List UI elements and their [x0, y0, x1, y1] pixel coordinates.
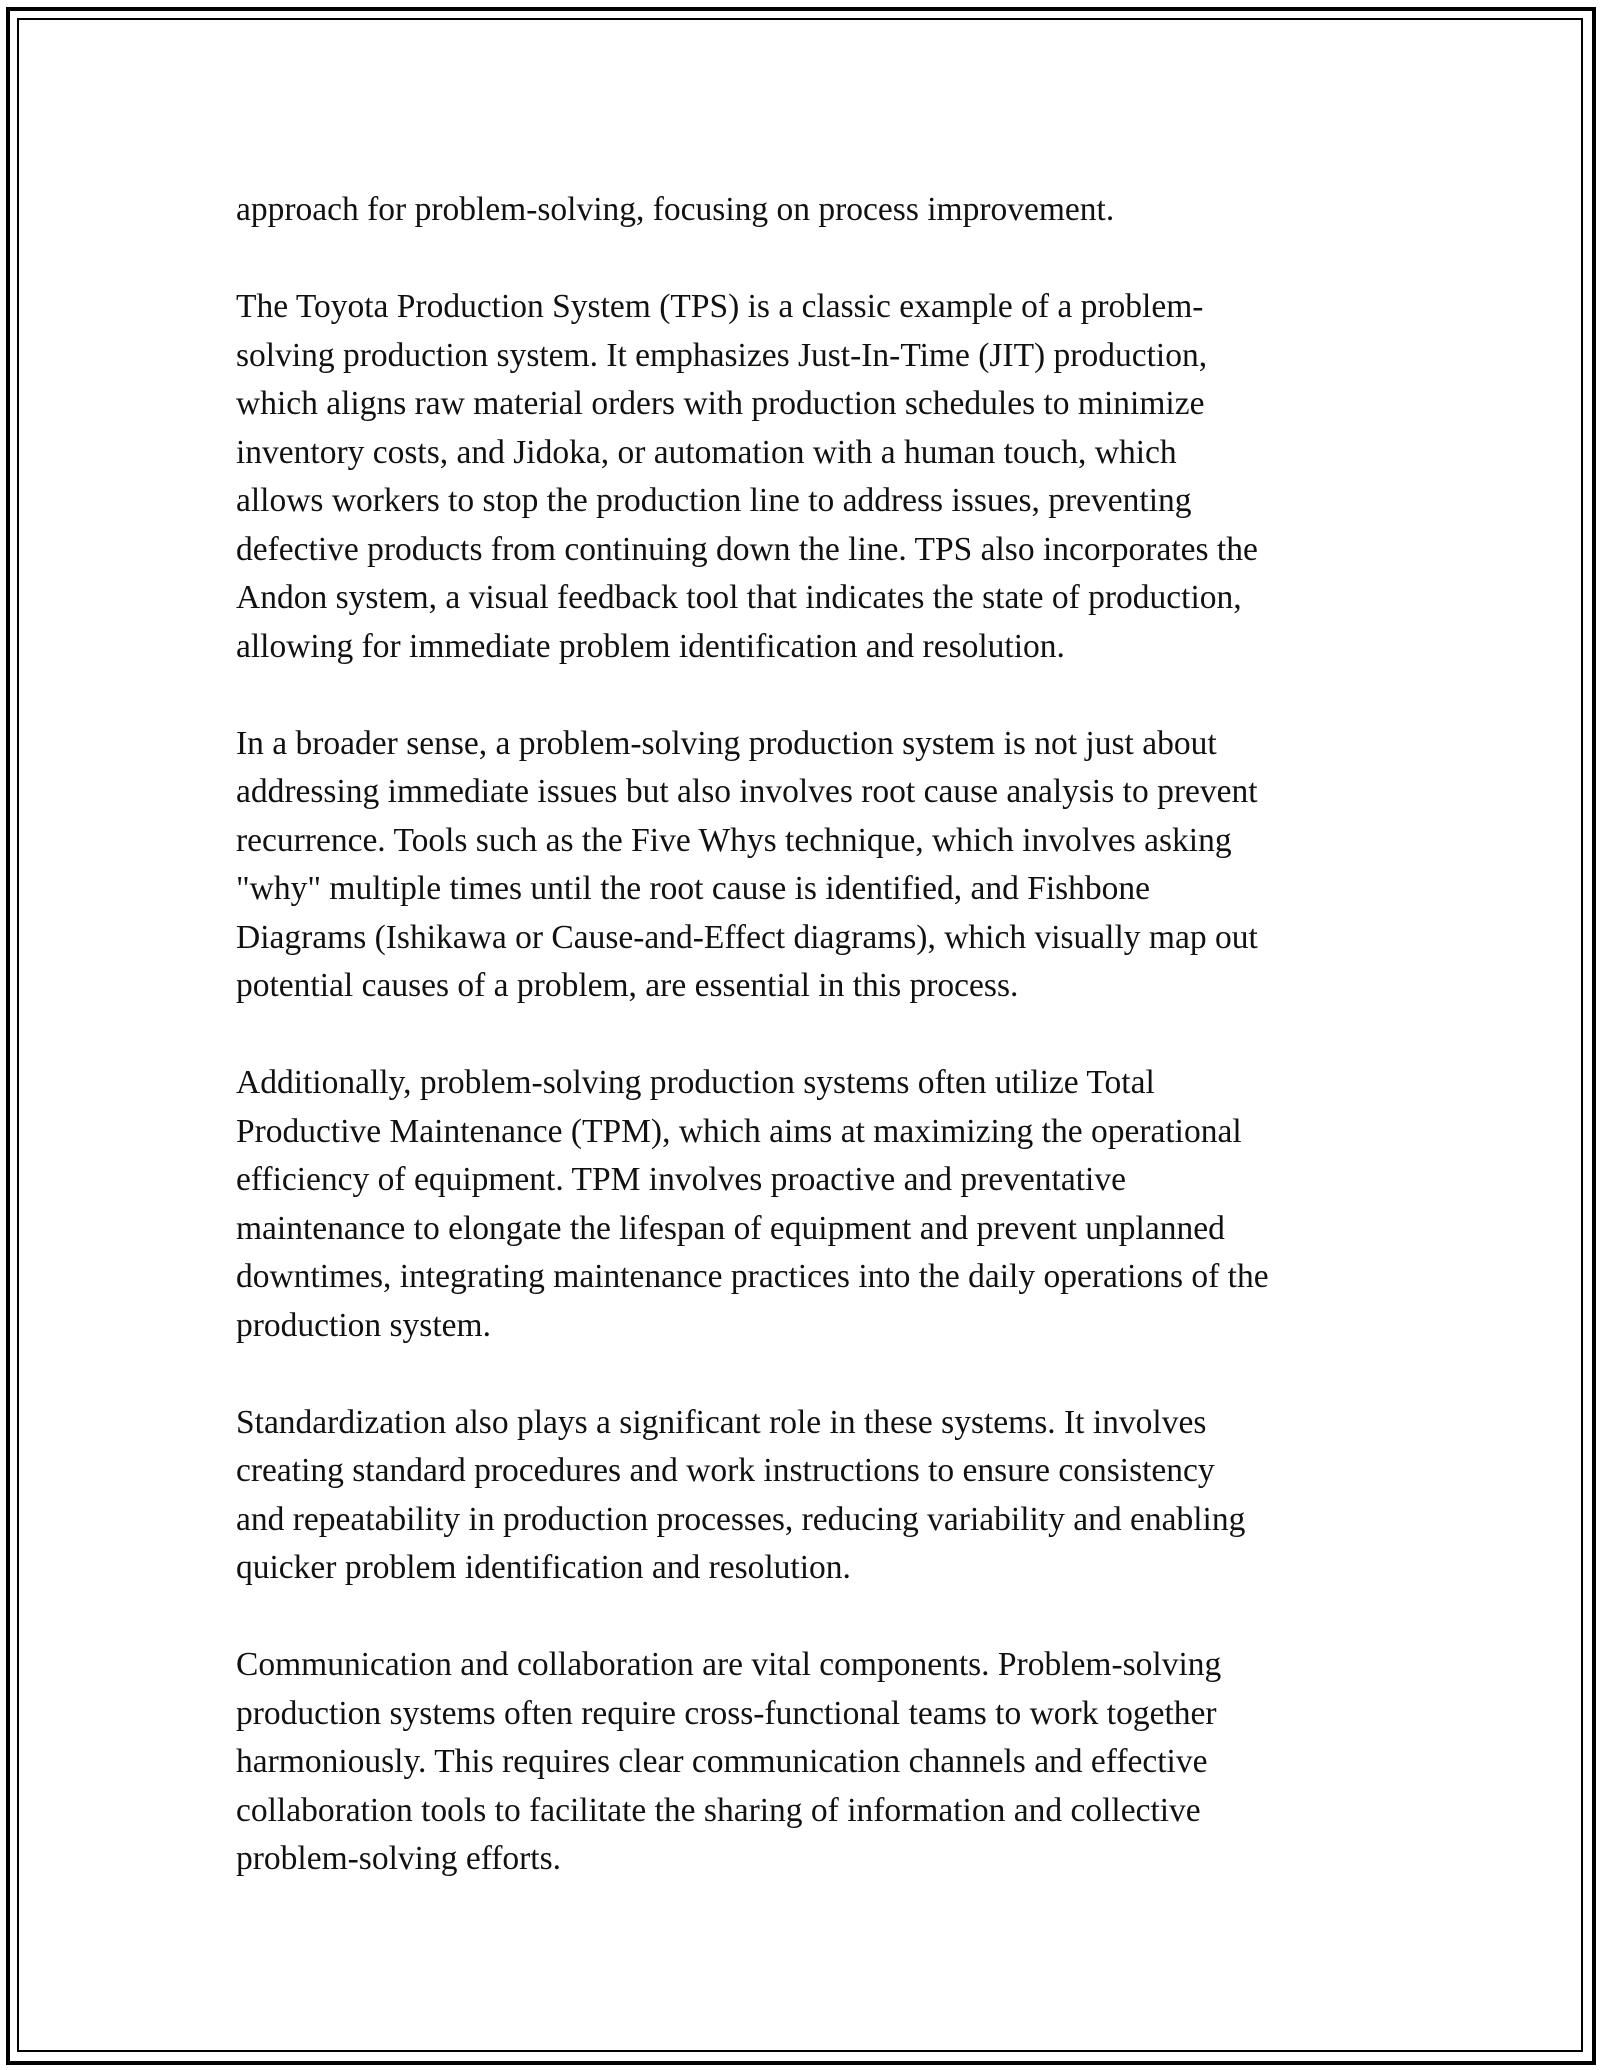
text-line: Communication and collaboration are vital components. Problem-solving: [236, 1646, 1222, 1683]
text-line: approach for problem-solving, focusing on process improvement.: [236, 191, 1115, 228]
text-line: creating standard procedures and work instructions to ensure consistency: [236, 1452, 1215, 1489]
text-line: which aligns raw material orders with production schedules to minimize: [236, 385, 1205, 422]
paragraph-total-productive-maintenance: [236, 1059, 1386, 1350]
text-line: maintenance to elongate the lifespan of equipment and prevent unplanned: [236, 1209, 1225, 1247]
text-line: downtimes, integrating maintenance practices into the daily operations of the: [236, 1258, 1269, 1295]
paragraph-standardization: [236, 1399, 1386, 1593]
document-body: [236, 186, 1386, 1932]
text-line: inventory costs, and Jidoka, or automation with a human touch, which: [236, 433, 1177, 471]
text-line: production system.: [236, 1306, 491, 1344]
text-line: allows workers to stop the production line to address issues, preventing: [236, 482, 1192, 519]
text-line: Productive Maintenance (TPM), which aims at maximizing the operational: [236, 1112, 1242, 1150]
paragraph-communication-collaboration: [236, 1641, 1386, 1884]
text-line: The Toyota Production System (TPS) is a classic example of a problem-: [236, 288, 1204, 325]
text-line: problem-solving efforts.: [236, 1840, 562, 1877]
text-line: Andon system, a visual feedback tool that indicates the state of production,: [236, 579, 1242, 616]
text-line: harmoniously. This requires clear communication channels and effective: [236, 1743, 1208, 1780]
paragraph-root-cause-analysis: [236, 720, 1386, 1011]
paragraph-process-improvement: [236, 186, 1386, 235]
text-line: allowing for immediate problem identification and resolution.: [236, 627, 1065, 665]
text-line: solving production system. It emphasizes Just-In-Time (JIT) production,: [236, 336, 1208, 374]
text-line: and repeatability in production processes, reducing variability and enabling: [236, 1500, 1246, 1538]
text-line: "why" multiple times until the root cause is identified, and Fishbone: [236, 870, 1151, 907]
paragraph-toyota-production-system: [236, 283, 1386, 671]
text-line: efficiency of equipment. TPM involves proactive and preventative: [236, 1161, 1126, 1198]
text-line: Diagrams (Ishikawa or Cause-and-Effect diagrams), which visually map out: [236, 918, 1258, 956]
text-line: recurrence. Tools such as the Five Whys technique, which involves asking: [236, 821, 1232, 859]
text-line: defective products from continuing down the line. TPS also incorporates the: [236, 530, 1258, 568]
text-line: In a broader sense, a problem-solving production system is not just about: [236, 724, 1217, 762]
text-line: collaboration tools to facilitate the sharing of information and collective: [236, 1791, 1201, 1829]
text-line: quicker problem identification and resolution.: [236, 1549, 851, 1586]
text-line: potential causes of a problem, are essential in this process.: [236, 967, 1019, 1004]
text-line: Standardization also plays a significant role in these systems. It involves: [236, 1403, 1207, 1441]
text-line: Additionally, problem-solving production systems often utilize Total: [236, 1064, 1155, 1101]
text-line: production systems often require cross-functional teams to work together: [236, 1694, 1217, 1732]
text-line: addressing immediate issues but also involves root cause analysis to prevent: [236, 773, 1258, 810]
